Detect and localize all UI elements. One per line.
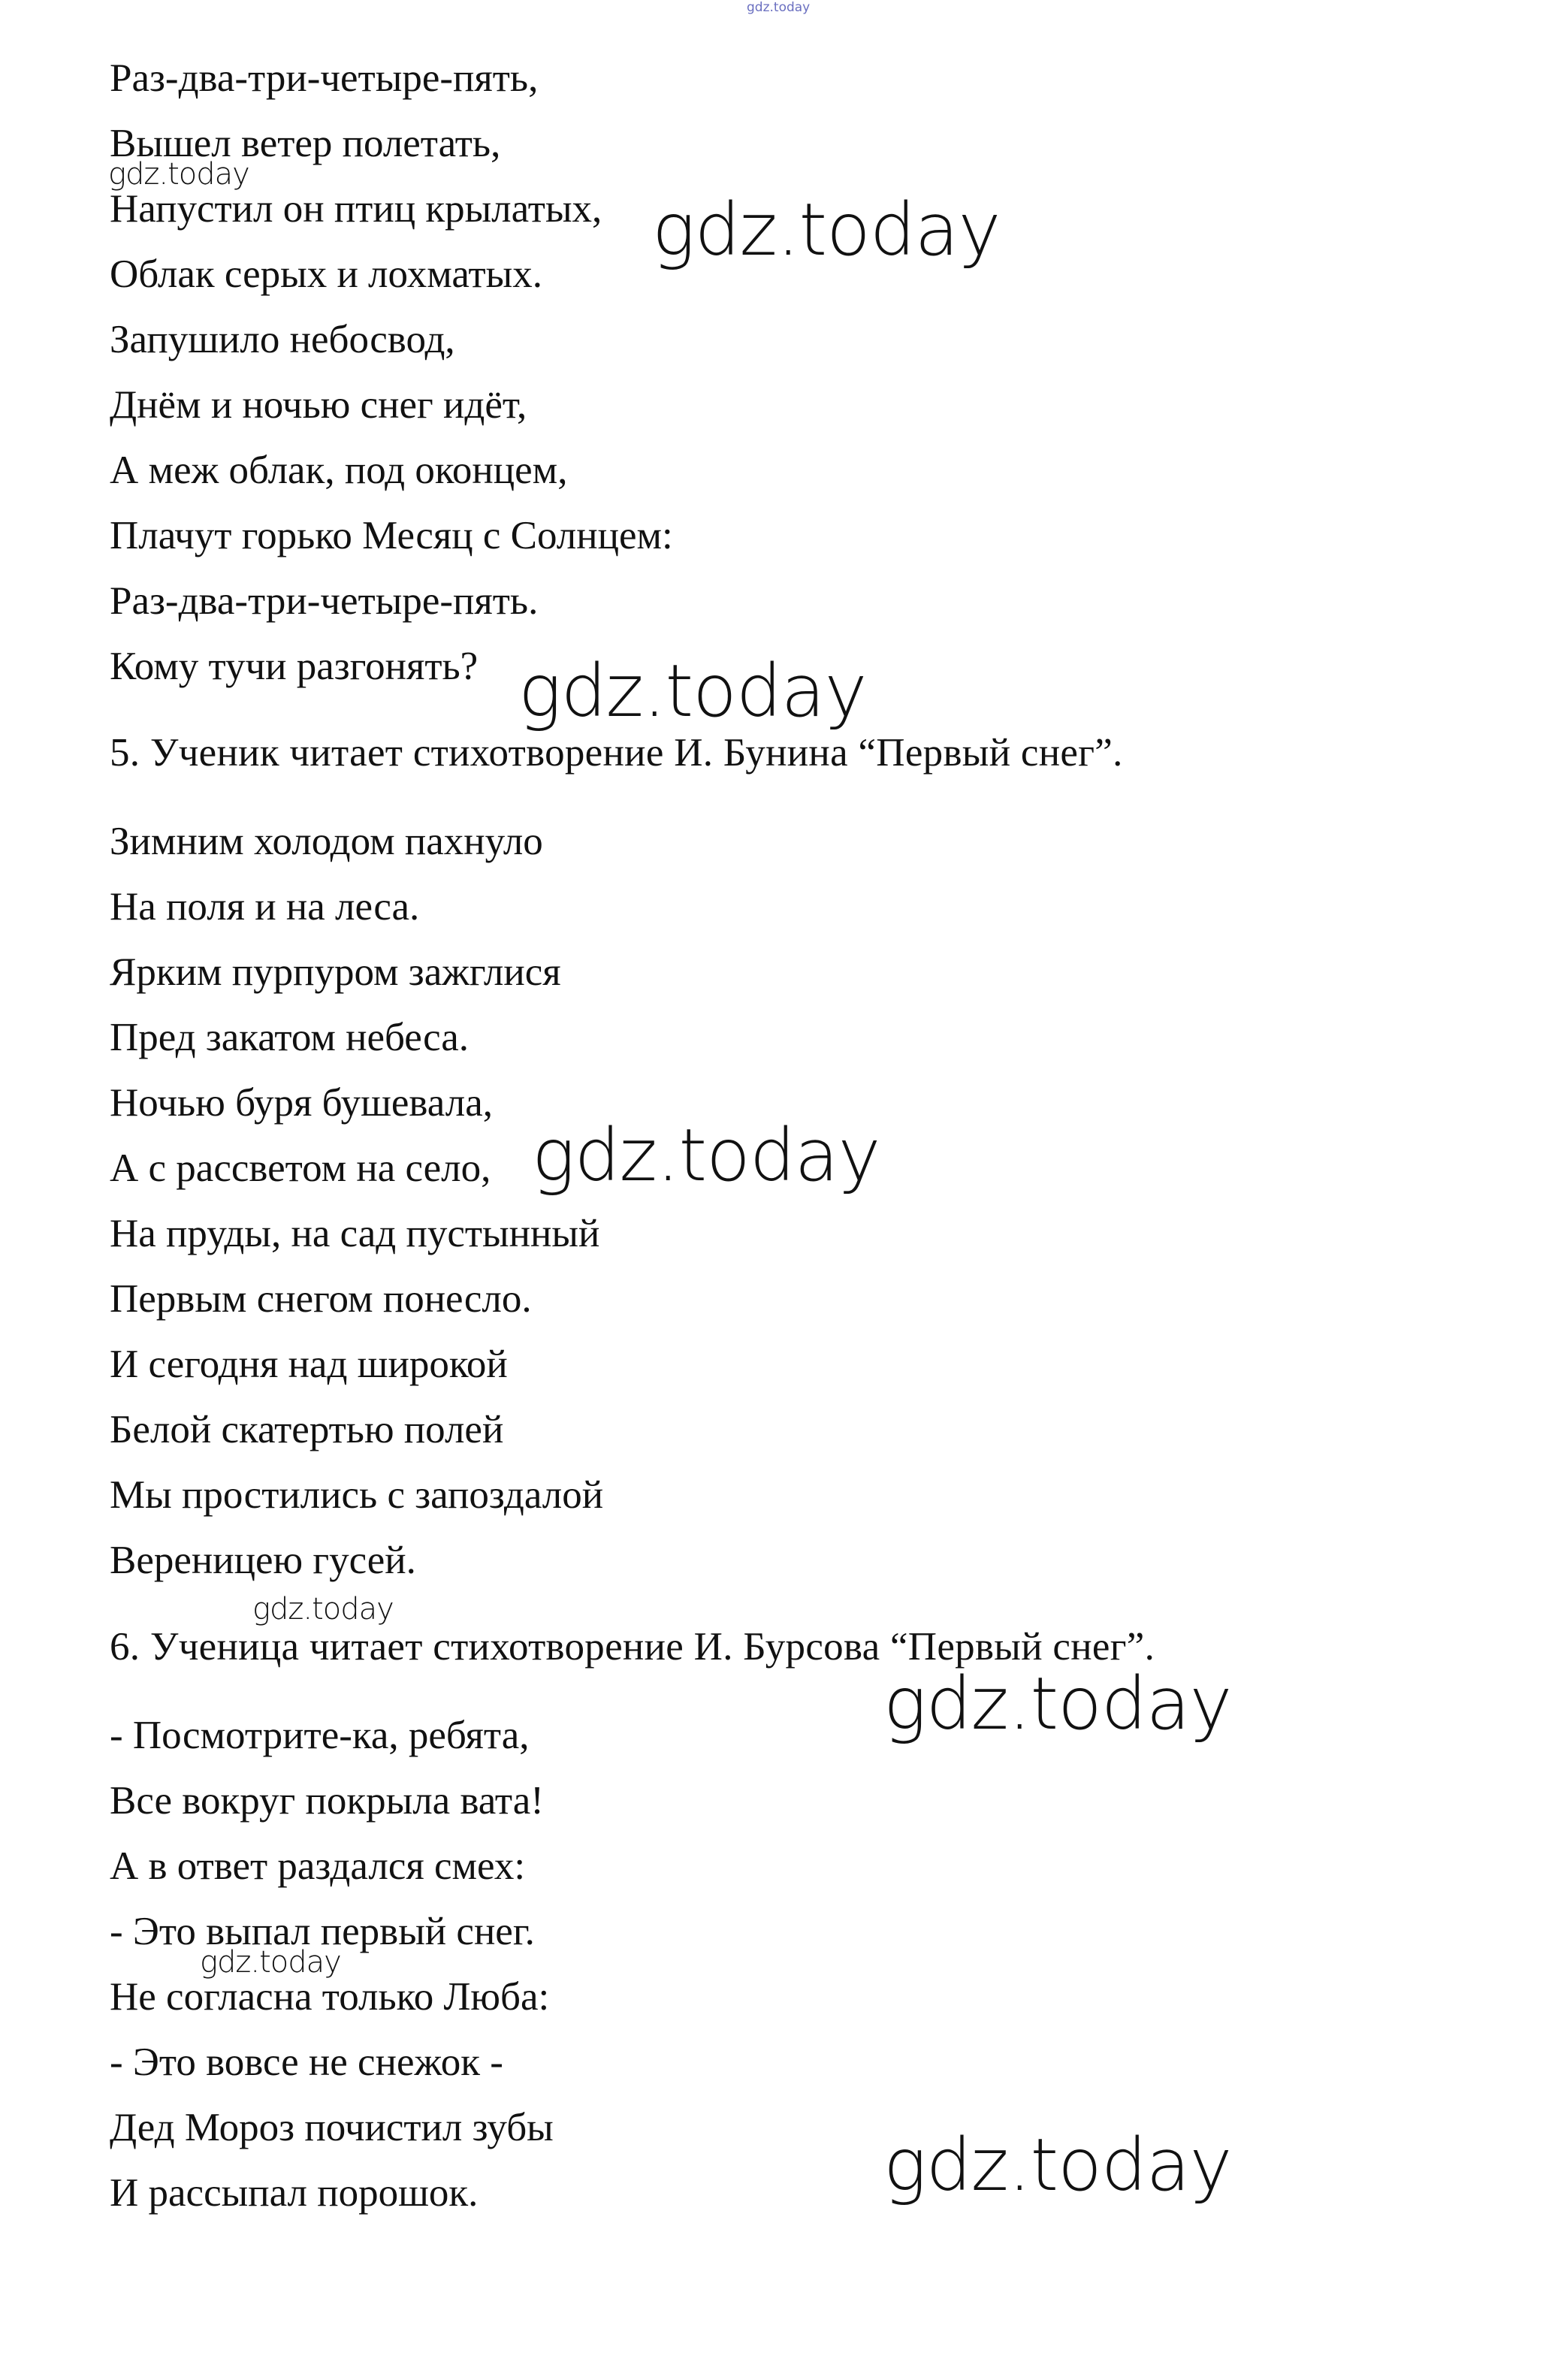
poem-line: Не согласна только Люба:: [110, 1975, 550, 2019]
poem-line: Белой скатертью полей: [110, 1408, 504, 1451]
poem-line: А с рассветом на село,: [110, 1146, 491, 1190]
watermark-top: gdz.today: [747, 0, 811, 15]
poem-line: Вереницею гусей.: [110, 1539, 416, 1582]
watermark: gdz.today: [108, 157, 249, 192]
poem-line: Вышел ветер полетать,: [110, 122, 501, 165]
watermark: gdz.today: [252, 1592, 394, 1626]
poem-line: Первым снегом понесло.: [110, 1277, 532, 1321]
poem-line: - Посмотрите-ка, ребята,: [110, 1714, 530, 1757]
watermark: gdz.today: [883, 2123, 1232, 2207]
watermark: gdz.today: [883, 1662, 1232, 1746]
poem-line: А в ответ раздался смех:: [110, 1844, 526, 1888]
poem-line: И рассыпал порошок.: [110, 2171, 479, 2215]
poem-line: Все вокруг покрыла вата!: [110, 1779, 544, 1823]
watermark: gdz.today: [652, 188, 1001, 272]
poem-line: На поля и на леса.: [110, 885, 420, 929]
poem-line: Облак серых и лохматых.: [110, 252, 543, 296]
watermark: gdz.today: [518, 649, 867, 733]
poem-line: Ночью буря бушевала,: [110, 1081, 493, 1125]
poem-line: И сегодня над широкой: [110, 1343, 508, 1386]
poem-line: Ярким пурпуром зажглися: [110, 950, 561, 994]
poem-line: Плачут горько Месяц с Солнцем:: [110, 514, 673, 557]
poem-line: Раз-два-три-четыре-пять.: [110, 579, 539, 623]
watermark: gdz.today: [532, 1113, 880, 1198]
poem-line: На пруды, на сад пустынный: [110, 1212, 600, 1255]
poem-line: Зимним холодом пахнуло: [110, 820, 543, 863]
poem-line: Запушило небосвод,: [110, 318, 455, 361]
poem-line: Пред закатом небеса.: [110, 1016, 470, 1059]
poem-line: - Это выпал первый снег.: [110, 1910, 535, 1953]
poem-line: Напустил он птиц крылатых,: [110, 187, 602, 231]
poem-line: А меж облак, под оконцем,: [110, 449, 568, 492]
poem-line: Днём и ночью снег идёт,: [110, 383, 527, 427]
watermark: gdz.today: [200, 1945, 341, 1980]
poem-line: Кому тучи разгонять?: [110, 645, 479, 688]
poem-line: Раз-два-три-четыре-пять,: [110, 56, 539, 100]
poem-line: Мы простились с запоздалой: [110, 1473, 604, 1517]
section-heading-5: 5. Ученик читает стихотворение И. Бунина “Первый снег”.: [110, 731, 1123, 775]
poem-line: - Это вовсе не снежок -: [110, 2040, 503, 2084]
poem-line: Дед Мороз почистил зубы: [110, 2106, 554, 2149]
section-heading-6: 6. Ученица читает стихотворение И. Бурсова “Первый снег”.: [110, 1625, 1155, 1669]
